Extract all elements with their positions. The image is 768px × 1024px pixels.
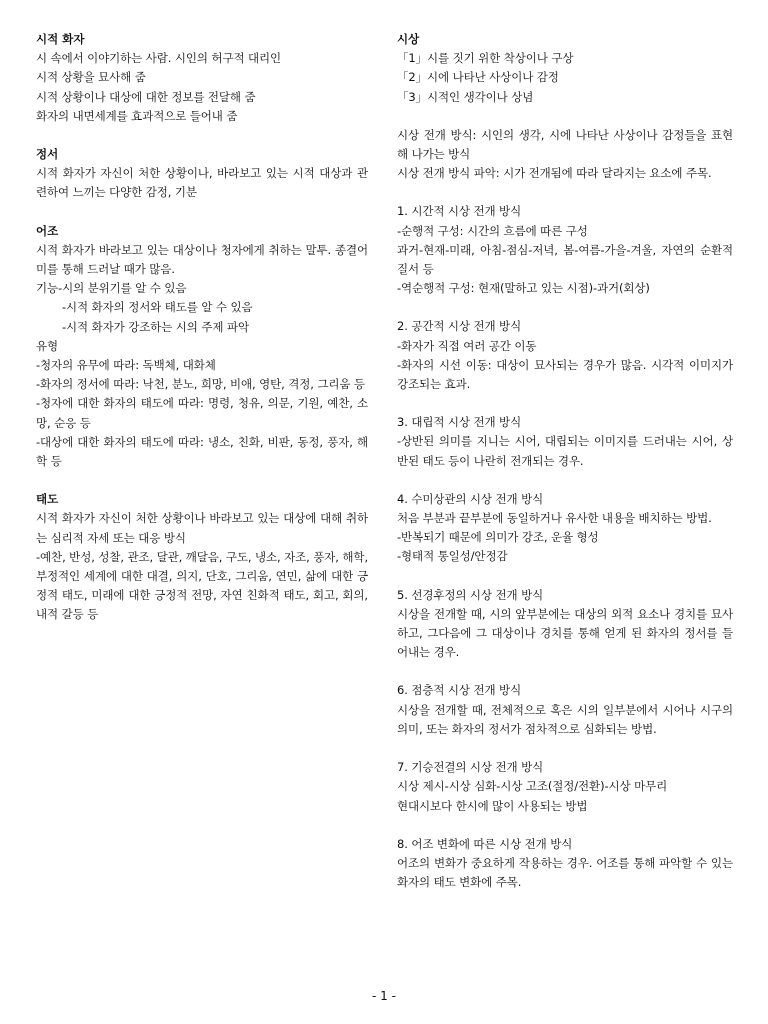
- text-line: 6. 점층적 시상 전개 방식: [397, 683, 522, 698]
- text-line: 2. 공간적 시상 전개 방식: [397, 319, 522, 334]
- text-line: 시적 상황이나 대상에 대한 정보를 전달해 줌: [36, 89, 256, 104]
- text-line: 「2」시에 나타난 사상이나 감정: [397, 70, 559, 85]
- section-heading: 정서: [36, 147, 59, 162]
- text-line: 처음 부분과 끝부분에 동일하거나 유사한 내용을 배치하는 방법.: [397, 511, 712, 526]
- text-line: 「3」시적인 생각이나 상념: [397, 89, 534, 104]
- section-heading: 태도: [36, 492, 59, 507]
- text-line: 4. 수미상관의 시상 전개 방식: [397, 491, 544, 506]
- text-line: -순행적 구성: 시간의 흐름에 따른 구성: [397, 223, 588, 238]
- text-line: -상반된 의미를 지니는 시어, 대립되는 이미지를 드러내는 시어, 상반된 태도 등이 나란히 전개되는 경우.: [397, 434, 733, 468]
- text-line: -화자의 정서에 따라: 낙천, 분노, 희망, 비애, 영탄, 격정, 그리움 등: [36, 377, 365, 392]
- section-method-5: [397, 586, 733, 663]
- page-number: - 1 -: [372, 989, 396, 1003]
- text-line: -화자가 직접 여러 공간 이동: [397, 338, 537, 353]
- section-method-1: [397, 202, 733, 298]
- text-line: 1. 시간적 시상 전개 방식: [397, 204, 522, 219]
- text-line: 시적 화자가 자신이 처한 상황이나, 바라보고 있는 시적 대상과 관련하여 느끼는 다양한 감정, 기분: [36, 166, 368, 200]
- text-line: 「1」시를 짓기 위한 착상이나 구상: [397, 51, 574, 66]
- section-speaker: [36, 30, 368, 126]
- text-line: 시상을 전개할 때, 시의 앞부분에는 대상의 외적 요소나 경치를 묘사하고, 그다음에 그 대상이나 경치를 통해 얻게 된 화자의 정서를 들어내는 경우.: [397, 606, 733, 660]
- text-line: 시적 화자가 자신이 처한 상황이나 바라보고 있는 대상에 대해 취하는 심리적 자세 또는 대응 방식: [36, 511, 368, 545]
- section-development-method: [397, 126, 733, 184]
- text-line: -청자에 대한 화자의 태도에 따라: 명령, 청유, 의문, 기원, 예찬, 소망, 순응 등: [36, 396, 368, 430]
- text-line: 화자의 내면세계를 효과적으로 들어내 줌: [36, 108, 238, 123]
- left-column: [36, 30, 368, 644]
- text-line: 기능-시의 분위기를 알 수 있음: [36, 281, 187, 296]
- text-line: -시적 화자가 강조하는 시의 주제 파악: [62, 319, 249, 334]
- section-method-8: [397, 835, 733, 893]
- text-line: -화자의 시선 이동: 대상이 묘사되는 경우가 많음. 시각적 이미지가 강조되는 효과.: [397, 357, 733, 392]
- text-line: 7. 기승전결의 시상 전개 방식: [397, 760, 544, 775]
- text-line: 과거-현재-미래, 아침-점심-저녁, 봄-여름-가을-겨울, 자연의 순환적 질서 등: [397, 242, 733, 277]
- text-line: 시상을 전개할 때, 전체적으로 혹은 시의 일부분에서 시어나 시구의 의미, 또는 화자의 정서가 점차적으로 심화되는 방법.: [397, 702, 733, 736]
- right-column: [397, 30, 733, 911]
- text-line: -대상에 대한 화자의 태도에 따라: 냉소, 친화, 비판, 동정, 풍자, 해학 등: [36, 434, 368, 469]
- text-line: 5. 선경후정의 시상 전개 방식: [397, 587, 544, 602]
- text-line: -시적 화자의 정서와 태도를 알 수 있음: [62, 300, 253, 315]
- section-poetic-idea: [397, 30, 733, 107]
- text-line: -반복되기 때문에 의미가 강조, 운율 형성: [397, 530, 599, 545]
- text-line: 8. 어조 변화에 따른 시상 전개 방식: [397, 836, 573, 851]
- text-line: 시상 제시-시상 심화-시상 고조(절정/전환)-시상 마무리: [397, 779, 668, 794]
- text-line: -청자의 유무에 따라: 독백체, 대화체: [36, 358, 216, 373]
- section-method-7: [397, 758, 733, 816]
- section-method-6: [397, 681, 733, 739]
- text-line: 어조의 변화가 중요하게 작용하는 경우. 어조를 통해 파악할 수 있는 화자의 태도 변화에 주목.: [397, 855, 733, 890]
- text-line: 현대시보다 한시에 많이 사용되는 방법: [397, 798, 588, 813]
- text-line: 시상 전개 방식: 시인의 생각, 시에 나타난 사상이나 감정들을 표현해 나가는 방식: [397, 127, 733, 162]
- section-heading: 시상: [397, 32, 420, 46]
- text-line: 3. 대립적 시상 전개 방식: [397, 415, 522, 430]
- section-method-2: [397, 317, 733, 394]
- section-heading: 어조: [36, 223, 59, 238]
- text-line: 시적 화자가 바라보고 있는 대상이나 청자에게 취하는 말투. 종결어미를 통해 드러날 때가 많음.: [36, 242, 368, 277]
- section-emotion: [36, 145, 368, 203]
- section-tone: [36, 222, 368, 472]
- section-attitude: [36, 490, 368, 624]
- text-line: 시 속에서 이야기하는 사람. 시인의 허구적 대리인: [36, 51, 282, 66]
- text-line: 시상 전개 방식 파악: 시가 전개됨에 따라 달라지는 요소에 주목.: [397, 166, 712, 181]
- section-method-4: [397, 490, 733, 567]
- section-heading: 시적 화자: [36, 32, 85, 46]
- text-line: -역순행적 구성: 현재(말하고 있는 시점)-과거(회상): [397, 281, 650, 296]
- text-line: -예찬, 반성, 성찰, 관조, 달관, 깨달음, 구도, 냉소, 자조, 풍자, 해학, 부정적인 세계에 대한 대결, 의지, 단호, 그리움, 연민, 삶에 대한 긍정적 태도, 미래에 대한 긍정적 전망, 자연 친화적 태도, 회고, 회의, 내적 갈등 등: [36, 549, 368, 622]
- text-line: -형태적 통일성/안정감: [397, 549, 508, 564]
- section-method-3: [397, 413, 733, 471]
- text-line: 시적 상황을 묘사해 줌: [36, 70, 146, 85]
- text-line: 유형: [36, 338, 59, 353]
